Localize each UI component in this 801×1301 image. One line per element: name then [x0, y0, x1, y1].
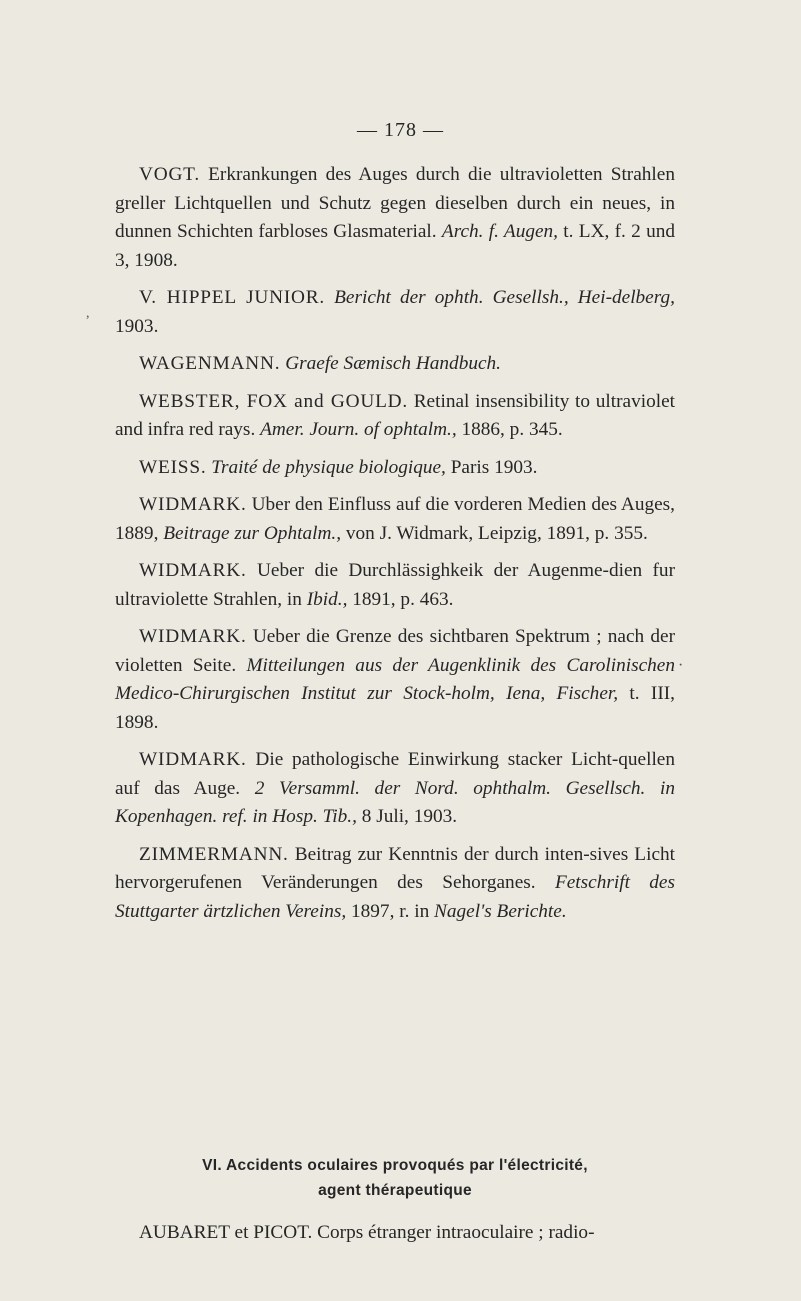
entry-text: [325, 287, 334, 308]
bibliography-entry: [115, 746, 675, 832]
entry-title: Mitteilungen aus der Augenklinik des Carolinischen Medico-Chirurgischen Institut zur Stock-holm, Iena, Fischer,: [115, 654, 676, 704]
entry-author: WEISS.: [139, 456, 207, 478]
entry-title: Beitrage zur Ophtalm.,: [163, 522, 342, 544]
entry-title: Bericht der ophth. Gesellsh., Hei-delberg,: [334, 287, 675, 308]
entry-text: Uber den Einfluss auf die vorderen Medien des Auges, 1889,: [115, 494, 675, 544]
entry-author: VOGT.: [139, 164, 200, 185]
entry-text: Beitrag zur Kenntnis der durch inten-sives Licht hervorgerufenen Veränderungen des Sehorganes.: [115, 843, 675, 893]
entry-title: Nagel's Berichte.: [434, 900, 567, 922]
entry-text: t. LX, f. 2 und 3, 1908.: [115, 221, 675, 271]
entry-text: 1897, r. in: [346, 900, 435, 922]
entry-author: V. HIPPEL JUNIOR.: [139, 287, 326, 308]
entry-title: Arch. f. Augen,: [441, 221, 559, 242]
bibliography-entry: [115, 491, 675, 548]
entry-author: WIDMARK.: [139, 560, 247, 581]
bibliography-entry: [115, 841, 675, 927]
entry-text: Ueber die Durchlässighkeik der Augenme-dien fur ultraviolette Strahlen, in: [115, 560, 675, 610]
entry-text: Die pathologische Einwirkung stacker Licht-quellen auf das Auge.: [115, 749, 675, 799]
margin-mark: ·: [678, 657, 684, 674]
entry-author: WAGENMANN.: [139, 353, 281, 374]
entry-author: WEBSTER, FOX and GOULD.: [139, 390, 408, 412]
bibliography-entry: [115, 557, 675, 614]
entry-text: 1891, p. 463.: [347, 588, 454, 610]
bibliography-entry: [115, 623, 675, 737]
entry-title: Graefe Sæmisch Handbuch.: [285, 353, 502, 374]
section-heading: [115, 1153, 675, 1203]
section-heading-line-2: agent thérapeutique: [318, 1182, 472, 1199]
bibliography-entry: [115, 454, 675, 483]
page-number: — 178 —: [357, 119, 444, 141]
bibliography-entry: [115, 161, 675, 275]
bibliography-entry: [115, 350, 675, 379]
entry-text: 1886, p. 345.: [456, 419, 563, 440]
margin-mark: ,: [86, 306, 90, 321]
entry-title: Traité de physique biologique,: [211, 456, 446, 478]
bibliography-entry: [115, 284, 675, 341]
entry-text: Erkrankungen des Auges durch die ultravioletten Strahlen greller Lichtquellen und Schutz gegen dieselben durch ein neues, in dunnen Schichten farbloses Glasmaterial.: [115, 164, 675, 242]
entry-text: Paris 1903.: [445, 456, 538, 478]
entry-title: Amer. Journ. of ophtalm.,: [260, 419, 457, 440]
bibliography-entry: [115, 388, 675, 445]
entry-text: von J. Widmark, Leipzig, 1891, p. 355.: [341, 522, 648, 544]
bibliography-list: [115, 161, 675, 935]
entry-author: ZIMMERMANN.: [139, 843, 289, 865]
entry-author: WIDMARK.: [139, 494, 247, 515]
entry-title: Ibid.,: [306, 588, 348, 610]
entry-title: Fetschrift des Stuttgarter ärtzlichen Vereins,: [115, 872, 675, 922]
entry-author: WIDMARK.: [139, 626, 247, 647]
entry-text: et PICOT. Corps étranger intraoculaire ; radio-: [229, 1222, 595, 1243]
entry-text: t. III, 1898.: [115, 683, 675, 733]
entry-author: AUBARET: [139, 1222, 230, 1243]
entry-author: WIDMARK.: [139, 749, 247, 770]
section-heading-line-1: VI. Accidents oculaires provoqués par l'électricité,: [202, 1157, 588, 1174]
entry-text: Retinal insensibility to ultraviolet and infra red rays.: [115, 390, 675, 440]
entry-text: Ueber die Grenze des sichtbaren Spektrum ; nach der violetten Seite.: [115, 626, 675, 676]
bibliography-entry-last: [115, 1219, 675, 1248]
entry-text: 1903.: [115, 315, 159, 337]
entry-title: 2 Versamml. der Nord. ophthalm. Gesellsch. in Kopenhagen. ref. in Hosp. Tib.,: [115, 777, 675, 827]
entry-text: 8 Juli, 1903.: [356, 806, 458, 827]
